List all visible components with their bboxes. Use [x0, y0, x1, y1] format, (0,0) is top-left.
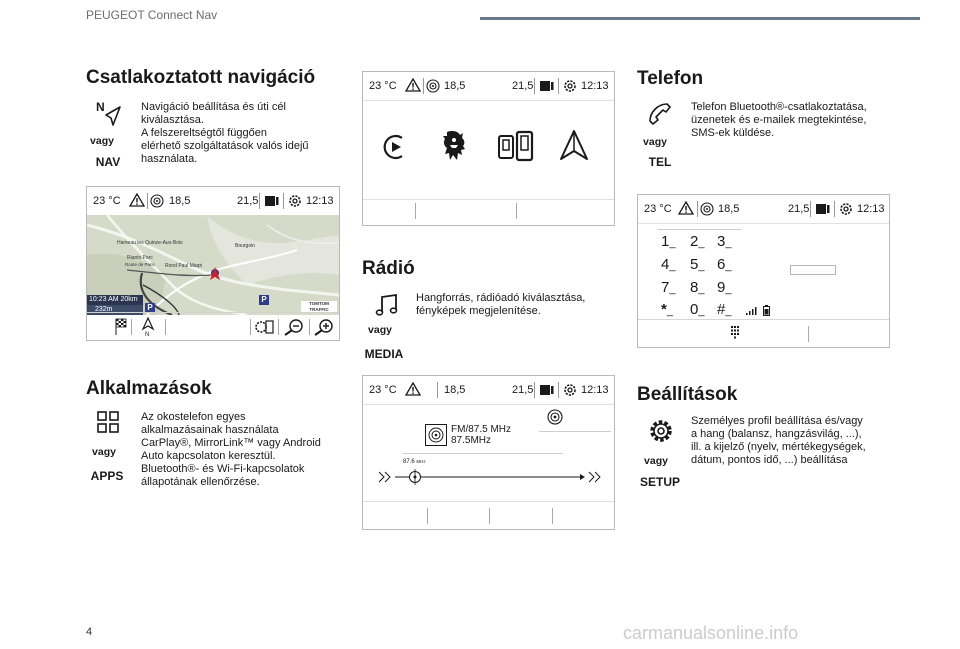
- phone-connect-icon: [539, 383, 555, 397]
- navigation-arrow-icon[interactable]: [559, 129, 589, 163]
- phone-connect-icon: [815, 202, 831, 216]
- music-note-icon: [374, 292, 400, 318]
- key-9[interactable]: 9_: [717, 279, 732, 296]
- right-readout: 21,5: [788, 203, 810, 215]
- left-readout: 18,5: [444, 80, 466, 92]
- key-6[interactable]: 6_: [717, 256, 732, 273]
- radio-icon: [426, 79, 440, 93]
- tel-vagy: vagy: [643, 136, 667, 148]
- key-hash[interactable]: #_: [717, 301, 732, 318]
- radio-screen: [362, 375, 615, 530]
- status-bar: [638, 195, 889, 223]
- station-antenna-icon: [425, 424, 447, 446]
- apps-vagy: vagy: [92, 446, 116, 458]
- apps-cmd: APPS: [90, 469, 124, 483]
- radio-title: Rádió: [362, 258, 415, 279]
- tel-screen: [637, 194, 890, 348]
- right-readout: 21,5: [237, 195, 259, 207]
- map-place-2: Riants Parc: [127, 255, 153, 261]
- phone-handset-icon: [647, 101, 673, 127]
- radio-source-icon[interactable]: [547, 409, 563, 425]
- station-name: FM/87.5 MHz: [451, 424, 512, 435]
- apps-grid-icon: [96, 410, 120, 434]
- radio-desc: Hangforrás, rádióadó kiválasztása, fényképek megjelenítése.: [416, 292, 586, 317]
- key-3[interactable]: 3_: [717, 233, 732, 250]
- parking-icon: P: [145, 303, 155, 313]
- warning-icon: [405, 78, 421, 92]
- header-title: PEUGEOT Connect Nav: [86, 8, 218, 22]
- key-4[interactable]: 4_: [661, 256, 676, 273]
- nav-bottom-bar: [87, 312, 339, 340]
- status-bar: [363, 376, 614, 404]
- radio-icon: [700, 202, 714, 216]
- map-place-3: Route de Paris: [125, 262, 155, 267]
- parking-icon: P: [259, 295, 269, 305]
- radio-icon: [150, 194, 164, 208]
- key-2[interactable]: 2_: [690, 233, 705, 250]
- destination-flag-icon[interactable]: [115, 318, 129, 336]
- zoom-in-icon[interactable]: [313, 318, 335, 336]
- home-screen: [362, 71, 615, 226]
- settings-vagy: vagy: [644, 455, 668, 467]
- carplay-icon[interactable]: [380, 132, 410, 162]
- settings-icon: [562, 78, 578, 94]
- station-frequency: 87.5MHz: [451, 435, 492, 446]
- right-readout: 21,5: [512, 384, 534, 396]
- map-view[interactable]: [87, 215, 339, 315]
- keypad-icon[interactable]: [729, 325, 741, 341]
- warning-icon: [129, 193, 145, 207]
- north-compass-icon[interactable]: [141, 317, 155, 337]
- temp-readout: 23 °C: [644, 203, 672, 215]
- map-place-1: Hameau les Quinze-Aux-Bois: [117, 240, 183, 246]
- tel-bottom-bar: [638, 319, 889, 347]
- nav-icon: [94, 99, 124, 133]
- right-readout: 21,5: [512, 80, 534, 92]
- temp-readout: 23 °C: [369, 384, 397, 396]
- tel-desc: Telefon Bluetooth®-csatlakoztatása, üzenetek és e-mailek megtekintése, SMS-ek küldése.: [691, 101, 867, 139]
- home-bottom-bar: [363, 197, 614, 225]
- svg-text:N: N: [96, 100, 105, 114]
- key-1[interactable]: 1_: [661, 233, 676, 250]
- settings-icon: [562, 382, 578, 398]
- map-place-4: Rond Paul Maqri: [165, 263, 203, 269]
- tel-title: Telefon: [637, 68, 704, 89]
- key-5[interactable]: 5_: [690, 256, 705, 273]
- settings-icon: [838, 201, 854, 217]
- time-readout: 12:13: [857, 203, 885, 215]
- time-readout: 12:13: [581, 384, 609, 396]
- eta-panel: 10:23 AM 20km: [87, 295, 143, 305]
- tel-cmd: TEL: [648, 155, 672, 169]
- settings-icon: [287, 193, 303, 209]
- nav-desc: Navigáció beállítása és úti cél kiválasztása. A felszereltségtől függően elérhető szolgáltatások valós idejű használata.: [141, 101, 309, 165]
- divider: [539, 431, 611, 432]
- warning-icon: [405, 382, 421, 396]
- left-readout: 18,5: [169, 195, 191, 207]
- distance-panel: 232m: [87, 305, 143, 315]
- map-place-5: Bourgoin: [235, 243, 256, 249]
- settings-desc: Személyes profil beállítása és/vagy a hang (balansz, hangzásvilág, ...), ill. a kijelző (nyelv, mértékegységek, dátum, pontos idő, ...) beállítása: [691, 415, 866, 466]
- left-readout: 18,5: [718, 203, 740, 215]
- zoom-out-icon[interactable]: [283, 318, 305, 336]
- temp-readout: 23 °C: [369, 80, 397, 92]
- signal-strength-icon: [746, 307, 758, 315]
- nav-title: Csatlakoztatott navigáció: [86, 67, 316, 88]
- peugeot-lion-icon[interactable]: [438, 129, 470, 163]
- nav-screen: [86, 186, 340, 341]
- page-number: 4: [86, 626, 93, 638]
- left-readout: 18,5: [444, 384, 466, 396]
- radio-cmd: MEDIA: [364, 347, 404, 361]
- status-bar: [87, 187, 339, 215]
- key-star[interactable]: *_: [661, 301, 673, 318]
- header-bar: [480, 17, 920, 20]
- divider: [403, 453, 563, 454]
- phone-connect-icon: [539, 79, 555, 93]
- time-readout: 12:13: [581, 80, 609, 92]
- apps-desc: Az okostelefon egyes alkalmazásainak használata CarPlay®, MirrorLink™ vagy Android Auto kapcsolaton keresztül. Bluetooth®- és Wi-Fi-kapcsolatok állapotának ellenőrzése.: [141, 411, 321, 488]
- apps-title: Alkalmazások: [86, 378, 212, 399]
- time-readout: 12:13: [306, 195, 334, 207]
- watermark: carmanualsonline.info: [623, 623, 799, 643]
- temp-readout: 23 °C: [93, 195, 121, 207]
- compass-north-label: N: [145, 332, 150, 337]
- radio-vagy: vagy: [368, 324, 392, 336]
- battery-icon: [763, 305, 770, 316]
- settings-cmd: SETUP: [639, 475, 680, 489]
- mirror-screen-icon[interactable]: [498, 130, 534, 162]
- key-7[interactable]: 7_: [661, 279, 676, 296]
- tomtom-traffic-logo: TOMTOM TRAFFIC: [301, 301, 337, 313]
- key-8[interactable]: 8_: [690, 279, 705, 296]
- phone-connect-icon: [264, 194, 280, 208]
- tuner-label: 87.6 MHz: [403, 459, 426, 465]
- settings-title: Beállítások: [637, 384, 738, 405]
- number-display[interactable]: [790, 265, 836, 275]
- tuner-slider[interactable]: [377, 469, 603, 485]
- radio-bottom-bar: [363, 501, 614, 529]
- nav-vagy: vagy: [90, 135, 114, 147]
- dial-keypad: [653, 227, 745, 319]
- key-0[interactable]: 0_: [690, 301, 705, 318]
- warning-icon: [678, 201, 694, 215]
- status-bar: [363, 72, 614, 100]
- settings-gear-icon: [647, 417, 675, 445]
- map-settings-icon[interactable]: [255, 318, 275, 336]
- nav-cmd: NAV: [95, 155, 121, 169]
